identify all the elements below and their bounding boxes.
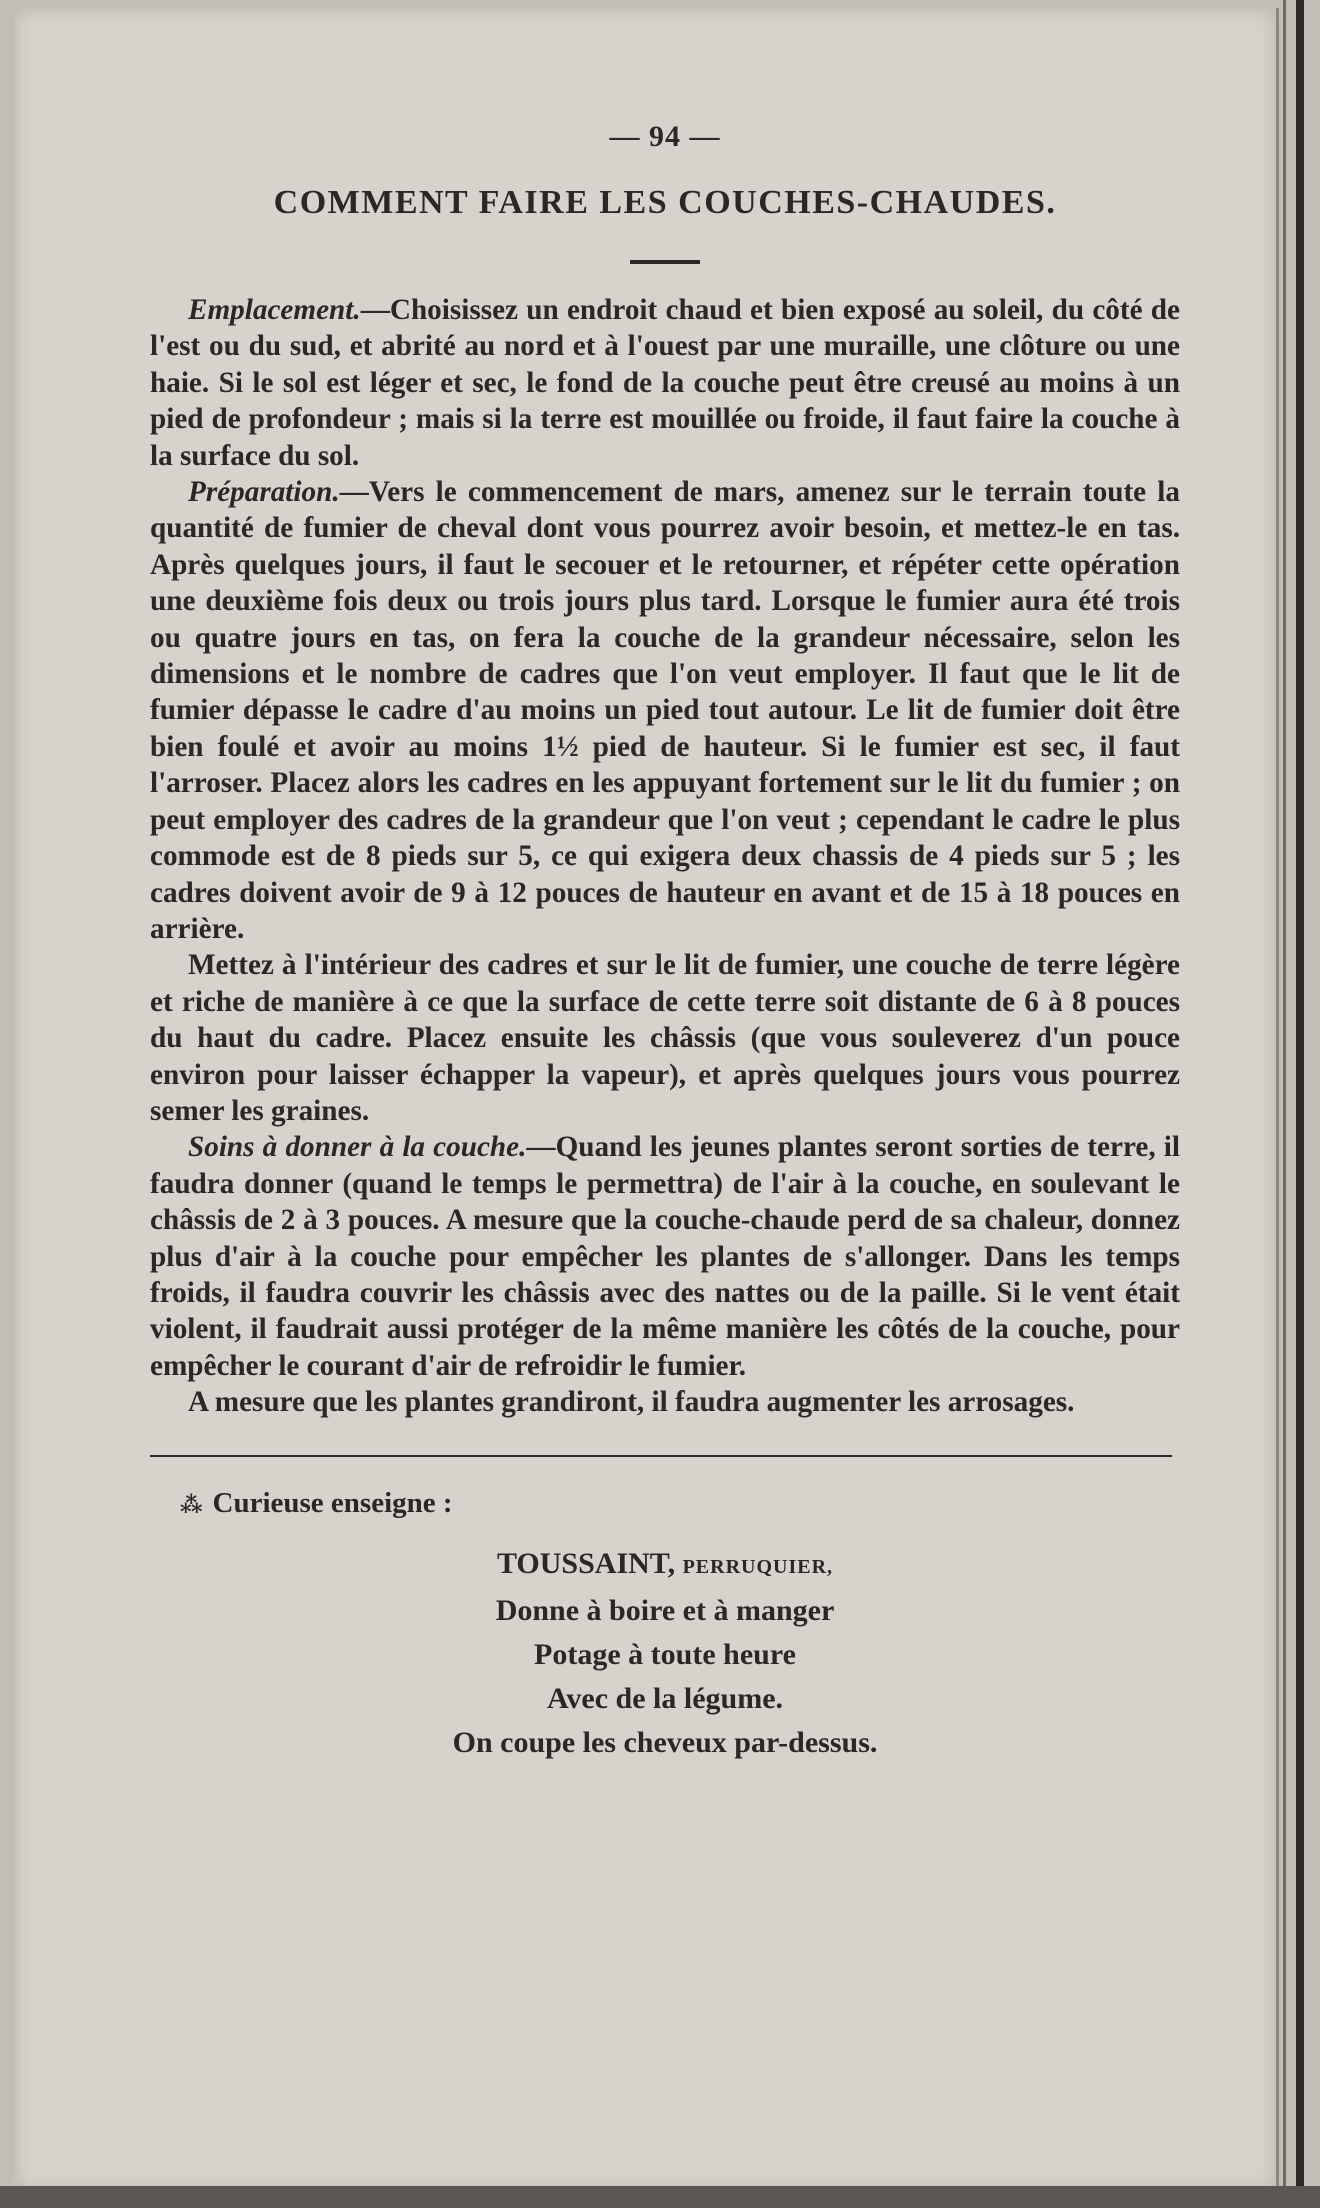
sign-name-line [150, 1542, 1180, 1589]
asterism-icon: ⁂ [180, 1491, 203, 1517]
paragraph-text: A mesure que les plantes grandiront, il faudra augmenter les arrosages. [188, 1386, 1075, 1419]
enseigne-intro-text: Curieuse enseigne : [212, 1486, 453, 1519]
page-edge-shadow [1283, 0, 1286, 2208]
paragraph-text: —Choisissez un endroit chaud et bien exposé au soleil, du côté de l'est ou du sud, et abrité au nord et à l'ouest par une muraille, une clôture ou une haie. Si le sol est léger et sec, le fond de la couche peut être creusé au moins à un pied de profondeur ; mais si la terre est mouillée ou froide, il faut faire la couche à la surface du sol. [150, 294, 1180, 472]
sign-line: Donne à boire et à manger [495, 1593, 835, 1627]
title-rule [630, 260, 700, 264]
page-title: COMMENT FAIRE LES COUCHES-CHAUDES. [273, 184, 1057, 221]
paragraph-soins [150, 1129, 1180, 1384]
page-binding-edge [1296, 0, 1304, 2208]
sign-line: Avec de la légume. [546, 1681, 784, 1715]
enseigne-sign [150, 1542, 1180, 1765]
sign-name: TOUSSAINT, [496, 1546, 676, 1580]
section-heading: Préparation. [188, 476, 340, 509]
paragraph-arrosages [150, 1384, 1180, 1420]
paragraph-emplacement [150, 292, 1180, 474]
article-body [150, 292, 1180, 1421]
sign-line: Potage à toute heure [534, 1637, 796, 1671]
paragraph-text: —Quand les jeunes plantes seront sorties de terre, il faudra donner (quand le temps le permettra) de l'air à la couche, en soulevant le châssis de 2 à 3 pouces. A mesure que la couche-chaude perd de sa chaleur, donnez plus d'air à la couche pour empêcher les plantes de s'allonger. Dans les temps froids, il faudra couvrir les châssis avec des nattes ou de la paille. Si le vent était violent, il faudrait aussi protéger de la même manière les côtés de la couche, pour empêcher le courant d'air de refroidir le fumier. [150, 1131, 1180, 1382]
paragraph-text: Mettez à l'intérieur des cadres et sur le lit de fumier, une couche de terre légère et riche de manière à ce que la surface de cette terre soit distante de 6 à 8 pouces du haut du cadre. Placez ensuite les châssis (que vous souleverez d'un pouce environ pour laisser échapper la vapeur), et après quelques jours vous pourrez semer les graines. [150, 949, 1180, 1127]
paragraph-preparation [150, 474, 1180, 947]
sign-line: On coupe les cheveux par-dessus. [452, 1725, 878, 1759]
section-divider [150, 1455, 1172, 1457]
sign-profession: PERRUQUIER, [682, 1555, 834, 1578]
scan-bottom-edge [0, 2186, 1320, 2208]
page-number: — 94 — [609, 120, 721, 153]
section-heading: Emplacement. [188, 294, 361, 326]
paragraph-text: —Vers le commencement de mars, amenez sur le terrain toute la quantité de fumier de cheval dont vous pourrez avoir besoin, et mettez-le en tas. Après quelques jours, il faut le secouer et le retourner, et répéter cette opération une deuxième fois deux ou trois jours plus tard. Lorsque le fumier aura été trois ou quatre jours en tas, on fera la couche de la grandeur nécessaire, selon les dimensions et le nombre de cadres que l'on veut employer. Il faut que le lit de fumier dépasse le cadre d'au moins un pied tout autour. Le lit de fumier doit être bien foulé et avoir au moins 1½ pied de hauteur. Si le fumier est sec, il faut l'arroser. Placez alors les cadres en les appuyant fortement sur le lit du fumier ; on peut employer des cadres de la grandeur que l'on veut ; cependant le cadre le plus commode est de 8 pieds sur 5, ce qui exigera deux chassis de 4 pieds sur 5 ; les cadres doivent avoir de 9 à 12 pouces de hauteur en avant et de 15 à 18 pouces en arrière. [150, 476, 1180, 945]
enseigne-intro [180, 1487, 1180, 1520]
section-heading: Soins à donner à la couche. [188, 1131, 527, 1164]
page-content [150, 120, 1180, 1765]
paragraph-terre [150, 947, 1180, 1129]
